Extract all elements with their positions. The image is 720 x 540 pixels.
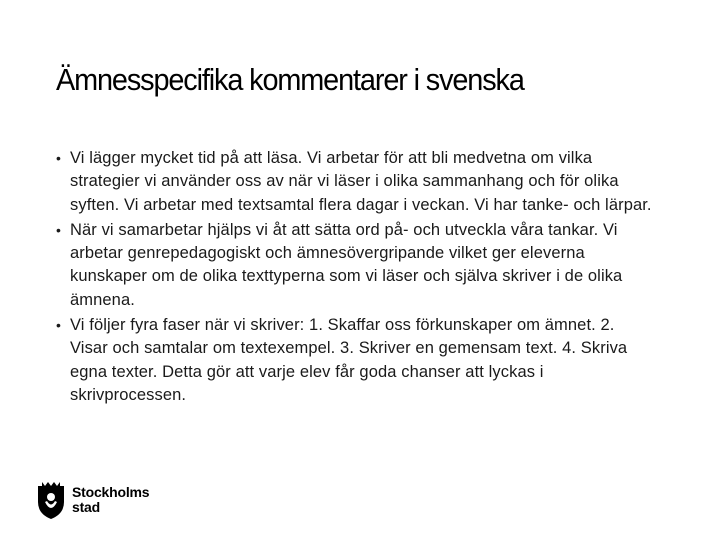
- logo-line-1: Stockholms: [72, 484, 150, 500]
- stockholm-crest-icon: [36, 480, 66, 520]
- bullet-text: Vi följer fyra faser när vi skriver: 1. Skaffar oss förkunskaper om ämnet. 2. Visar och samtalar om textexempel. 3. Skriver en gemensam text. 4. Skriva egna texter. Detta gör att varje elev får goda chanser att lyckas i skrivprocessen.: [70, 316, 628, 404]
- slide-title: Ämnesspecifika kommentarer i svenska: [56, 62, 524, 97]
- bullet-marker: •: [56, 317, 62, 334]
- bullet-marker: •: [56, 221, 62, 238]
- logo-line-2: stad: [72, 499, 100, 515]
- bullet-text: När vi samarbetar hjälps vi åt att sätta ord på- och utveckla våra tankar. Vi arbetar genrepedagogiskt och ämnesövergripande vilket ger eleverna kunskaper om de olika texttyperna som vi läser och själva skriver i de olika ämnena.: [70, 220, 623, 309]
- bullet-text: Vi lägger mycket tid på att läsa. Vi arbetar för att bli medvetna om vilka strategier vi använder oss av när vi läser i olika sammanhang och för olika syften. Vi arbetar med textsamtal flera dagar i veckan. Vi har tanke- och lärpar.: [70, 149, 652, 214]
- bullet-item: [56, 147, 656, 217]
- logo-wordmark: [72, 485, 149, 515]
- stockholm-logo: [36, 478, 149, 522]
- bullet-item: [56, 314, 656, 407]
- bullet-item: [56, 219, 656, 312]
- bullet-marker: •: [56, 150, 62, 166]
- bullet-list: [56, 147, 656, 407]
